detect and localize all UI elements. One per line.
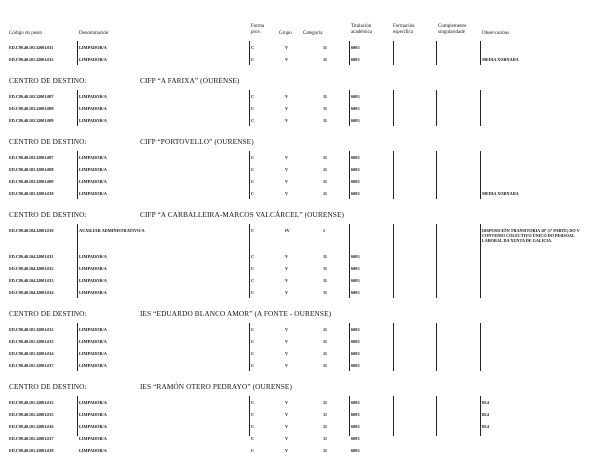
column-rule (77, 90, 78, 126)
row-categoria: 11 (323, 179, 328, 184)
column-rule (480, 41, 481, 65)
row-code: ED.C99.40.103.32001.008 (9, 167, 54, 172)
row-denominacion: LIMPADOR/A (79, 155, 107, 160)
row-grupo: V (285, 436, 289, 441)
column-rule (480, 224, 481, 298)
column-rule (393, 323, 394, 371)
row-denominacion: LIMPADOR/A (79, 424, 107, 429)
row-categoria: 11 (323, 94, 328, 99)
row-code: ED.C99.40.103.32001.007 (9, 155, 54, 160)
row-grupo: V (285, 448, 289, 453)
row-categoria: 11 (323, 327, 328, 332)
row-grupo: V (285, 254, 289, 259)
column-rule (436, 224, 437, 298)
row-grupo: V (285, 339, 289, 344)
row-code: ED.C99.40.101.32001.018 (9, 448, 54, 453)
row-code: ED.C99.40.101.32001.015 (9, 412, 54, 417)
row-code: ED.C99.40.101.32001.012 (9, 327, 54, 332)
section-title: CIFP “PORTOVELLO” (OURENSE) (140, 137, 254, 146)
row-titulacion: 6003 (351, 278, 360, 283)
row-observacions: DISPOSICIÓN TRANSITORIA 10ª (1ª PARTE) DO V CONVENIO COLECTIVO ÚNICO DO PERSOAL LABORAL DA XUNTA DE GALICIA. (482, 228, 580, 244)
row-denominacion: LIMPADOR/A (79, 327, 107, 332)
column-rule (393, 41, 394, 65)
row-grupo: V (285, 106, 289, 111)
row-denominacion: LIMPADOR/A (79, 448, 107, 453)
row-titulacion: 6003 (351, 106, 360, 111)
row-forma: C (251, 448, 255, 453)
row-grupo: V (285, 351, 289, 356)
column-rule (393, 224, 394, 298)
column-rule (393, 396, 394, 436)
row-forma: C (251, 179, 255, 184)
header-titulacion: Titulación académica (351, 24, 373, 35)
column-rule (480, 90, 481, 126)
row-code: ED.C99.40.103.32001.008 (9, 106, 54, 111)
row-titulacion: 6003 (351, 436, 360, 441)
column-rule (77, 396, 78, 436)
row-titulacion: 6003 (351, 94, 360, 99)
row-forma: C (251, 424, 255, 429)
row-categoria: 11 (323, 448, 328, 453)
row-code: ED.C99.40.101.32001.013 (9, 339, 54, 344)
row-grupo: V (285, 45, 289, 50)
row-forma: C (251, 412, 255, 417)
section-title: CIFP “A CARBALLEIRA-MARCOS VALCÁRCEL” (OURENSE) (140, 210, 345, 219)
row-denominacion: LIMPADOR/A (79, 266, 107, 271)
header-formacion: Formación específica (393, 24, 415, 35)
row-denominacion: LIMPADOR/A (79, 57, 107, 62)
row-categoria: 11 (323, 45, 328, 50)
row-denominacion: LIMPADOR/A (79, 118, 107, 123)
column-rule (77, 41, 78, 65)
row-grupo: V (285, 290, 289, 295)
row-titulacion: 6003 (351, 327, 360, 332)
row-observacions: B14 (482, 400, 489, 405)
row-grupo: V (285, 327, 289, 332)
row-grupo: V (285, 191, 289, 196)
row-denominacion: LIMPADOR/A (79, 45, 107, 50)
row-categoria: 11 (323, 118, 328, 123)
header-denominacion: Denominación (79, 31, 109, 36)
row-titulacion: 6003 (351, 155, 360, 160)
column-rule (480, 396, 481, 436)
column-rule (249, 396, 250, 436)
header-forma: Forma prov. (251, 24, 265, 35)
row-grupo: V (285, 412, 289, 417)
row-code: ED.C99.40.101.32001.017 (9, 363, 54, 368)
row-titulacion: 6003 (351, 363, 360, 368)
row-titulacion: 6003 (351, 167, 360, 172)
header-observacions: Observacións (482, 31, 510, 36)
row-code: ED.C99.40.104.32001.014 (9, 290, 54, 295)
column-rule (249, 151, 250, 199)
row-titulacion: 6003 (351, 57, 360, 62)
row-titulacion: 6003 (351, 400, 360, 405)
column-rule (349, 151, 350, 199)
row-denominacion: LIMPADOR/A (79, 179, 107, 184)
row-forma: C (251, 45, 255, 50)
row-grupo: V (285, 179, 289, 184)
row-forma: C (251, 278, 255, 283)
row-forma: C (251, 290, 255, 295)
row-code: ED.C99.40.101.32001.012 (9, 400, 54, 405)
row-observacions: B14 (482, 412, 489, 417)
row-code: ED.C99.40.104.32001.010 (9, 228, 54, 233)
row-denominacion: LIMPADOR/A (79, 339, 107, 344)
row-categoria: 11 (323, 436, 328, 441)
row-grupo: V (285, 363, 289, 368)
column-rule (436, 151, 437, 199)
row-code: ED.C99.40.103.32001.009 (9, 179, 54, 184)
section-title: IES “EDUARDO BLANCO AMOR” (A FONTE - OURENSE) (140, 309, 332, 318)
row-observacions: MEDIA XORNADA (482, 57, 519, 62)
row-grupo: V (285, 167, 289, 172)
row-code: ED.C99.40.101.32001.012 (9, 57, 54, 62)
row-denominacion: LIMPADOR/A (79, 436, 107, 441)
row-denominacion: LIMPADOR/A (79, 191, 107, 196)
row-denominacion: LIMPADOR/A (79, 278, 107, 283)
row-categoria: 11 (323, 106, 328, 111)
section-label: CENTRO DE DESTINO: (9, 309, 87, 318)
row-categoria: 1 (323, 228, 326, 233)
column-rule (249, 323, 250, 371)
row-denominacion: LIMPADOR/A (79, 412, 107, 417)
row-categoria: 11 (323, 424, 328, 429)
header-complemento: Complemento singularidade (438, 24, 467, 35)
header-categoria: Categoría (303, 31, 323, 36)
row-grupo: V (285, 155, 289, 160)
row-forma: C (251, 254, 255, 259)
row-titulacion: 6003 (351, 266, 360, 271)
row-forma: C (251, 191, 255, 196)
column-rule (249, 224, 250, 298)
row-forma: C (251, 94, 255, 99)
row-denominacion: LIMPADOR/A (79, 167, 107, 172)
row-code: ED.C99.40.103.32001.010 (9, 191, 54, 196)
row-categoria: 11 (323, 400, 328, 405)
row-denominacion: LIMPADOR/A (79, 106, 107, 111)
row-forma: C (251, 400, 255, 405)
row-forma: C (251, 106, 255, 111)
row-titulacion: 6003 (351, 339, 360, 344)
column-rule (77, 323, 78, 371)
row-grupo: V (285, 118, 289, 123)
row-categoria: 11 (323, 290, 328, 295)
header-codigo: Código do posto (9, 31, 43, 36)
row-titulacion: 6003 (351, 351, 360, 356)
column-rule (480, 151, 481, 199)
row-forma: C (251, 339, 255, 344)
column-rule (349, 90, 350, 126)
row-forma: C (251, 57, 255, 62)
row-titulacion: 6003 (351, 118, 360, 123)
section-label: CENTRO DE DESTINO: (9, 210, 87, 219)
column-rule (349, 41, 350, 65)
row-titulacion: 6003 (351, 179, 360, 184)
row-categoria: 11 (323, 155, 328, 160)
row-grupo: V (285, 94, 289, 99)
row-grupo: V (285, 278, 289, 283)
row-titulacion: 6003 (351, 424, 360, 429)
row-denominacion: LIMPADOR/A (79, 290, 107, 295)
row-denominacion: LIMPADOR/A (79, 400, 107, 405)
column-rule (77, 224, 78, 298)
row-titulacion: 6003 (351, 412, 360, 417)
row-grupo: V (285, 424, 289, 429)
column-rule (436, 41, 437, 65)
row-forma: C (251, 327, 255, 332)
section-label: CENTRO DE DESTINO: (9, 382, 87, 391)
column-rule (349, 396, 350, 436)
row-denominacion: LIMPADOR/A (79, 363, 107, 368)
column-rule (436, 90, 437, 126)
row-categoria: 11 (323, 339, 328, 344)
row-categoria: 11 (323, 254, 328, 259)
row-titulacion: 6003 (351, 290, 360, 295)
row-denominacion: LIMPADOR/A (79, 94, 107, 99)
column-rule (436, 396, 437, 436)
row-categoria: 11 (323, 191, 328, 196)
row-titulacion: 6003 (351, 254, 360, 259)
column-rule (349, 323, 350, 371)
row-observacions: MEDIA XORNADA (482, 191, 519, 196)
column-rule (480, 323, 481, 371)
row-categoria: 11 (323, 266, 328, 271)
row-observacions: B14 (482, 424, 489, 429)
row-forma: C (251, 351, 255, 356)
row-categoria: 11 (323, 57, 328, 62)
column-rule (393, 90, 394, 126)
header-grupo: Grupo (279, 31, 292, 36)
row-code: ED.C99.40.101.32001.014 (9, 351, 54, 356)
row-code: ED.C99.40.104.32001.011 (9, 254, 54, 259)
row-grupo: V (285, 57, 289, 62)
column-rule (393, 151, 394, 199)
row-categoria: 11 (323, 412, 328, 417)
row-code: ED.C99.40.104.32001.012 (9, 266, 54, 271)
column-rule (249, 41, 250, 65)
row-titulacion: 6003 (351, 45, 360, 50)
section-label: CENTRO DE DESTINO: (9, 137, 87, 146)
row-forma: C (251, 167, 255, 172)
row-forma: C (251, 436, 255, 441)
row-code: ED.C99.40.101.32001.017 (9, 436, 54, 441)
row-forma: C (251, 266, 255, 271)
column-rule (436, 323, 437, 371)
column-rule (349, 224, 350, 298)
row-titulacion: 6003 (351, 191, 360, 196)
row-code: ED.C99.40.103.32001.007 (9, 94, 54, 99)
row-forma: C (251, 228, 255, 233)
section-title: CIFP “A FARIXA” (OURENSE) (140, 76, 240, 85)
row-code: ED.C99.40.103.32001.009 (9, 118, 54, 123)
row-categoria: 11 (323, 363, 328, 368)
row-categoria: 11 (323, 167, 328, 172)
column-rule (77, 151, 78, 199)
section-label: CENTRO DE DESTINO: (9, 76, 87, 85)
row-forma: C (251, 155, 255, 160)
row-titulacion: 6003 (351, 448, 360, 453)
row-forma: C (251, 118, 255, 123)
row-code: ED.C99.40.101.32001.016 (9, 424, 54, 429)
row-denominacion: LIMPADOR/A (79, 254, 107, 259)
row-denominacion: LIMPADOR/A (79, 351, 107, 356)
row-forma: C (251, 363, 255, 368)
row-denominacion: AUXILIAR ADMINISTRATIVO/A (79, 228, 145, 233)
row-code: ED.C99.40.101.32001.011 (9, 45, 54, 50)
row-grupo: V (285, 266, 289, 271)
row-grupo: IV (285, 228, 290, 233)
column-rule (249, 90, 250, 126)
row-categoria: 11 (323, 278, 328, 283)
section-title: IES “RAMÓN OTERO PEDRAYO” (OURENSE) (140, 382, 293, 391)
row-grupo: V (285, 400, 289, 405)
row-categoria: 11 (323, 351, 328, 356)
row-code: ED.C99.40.104.32001.013 (9, 278, 54, 283)
